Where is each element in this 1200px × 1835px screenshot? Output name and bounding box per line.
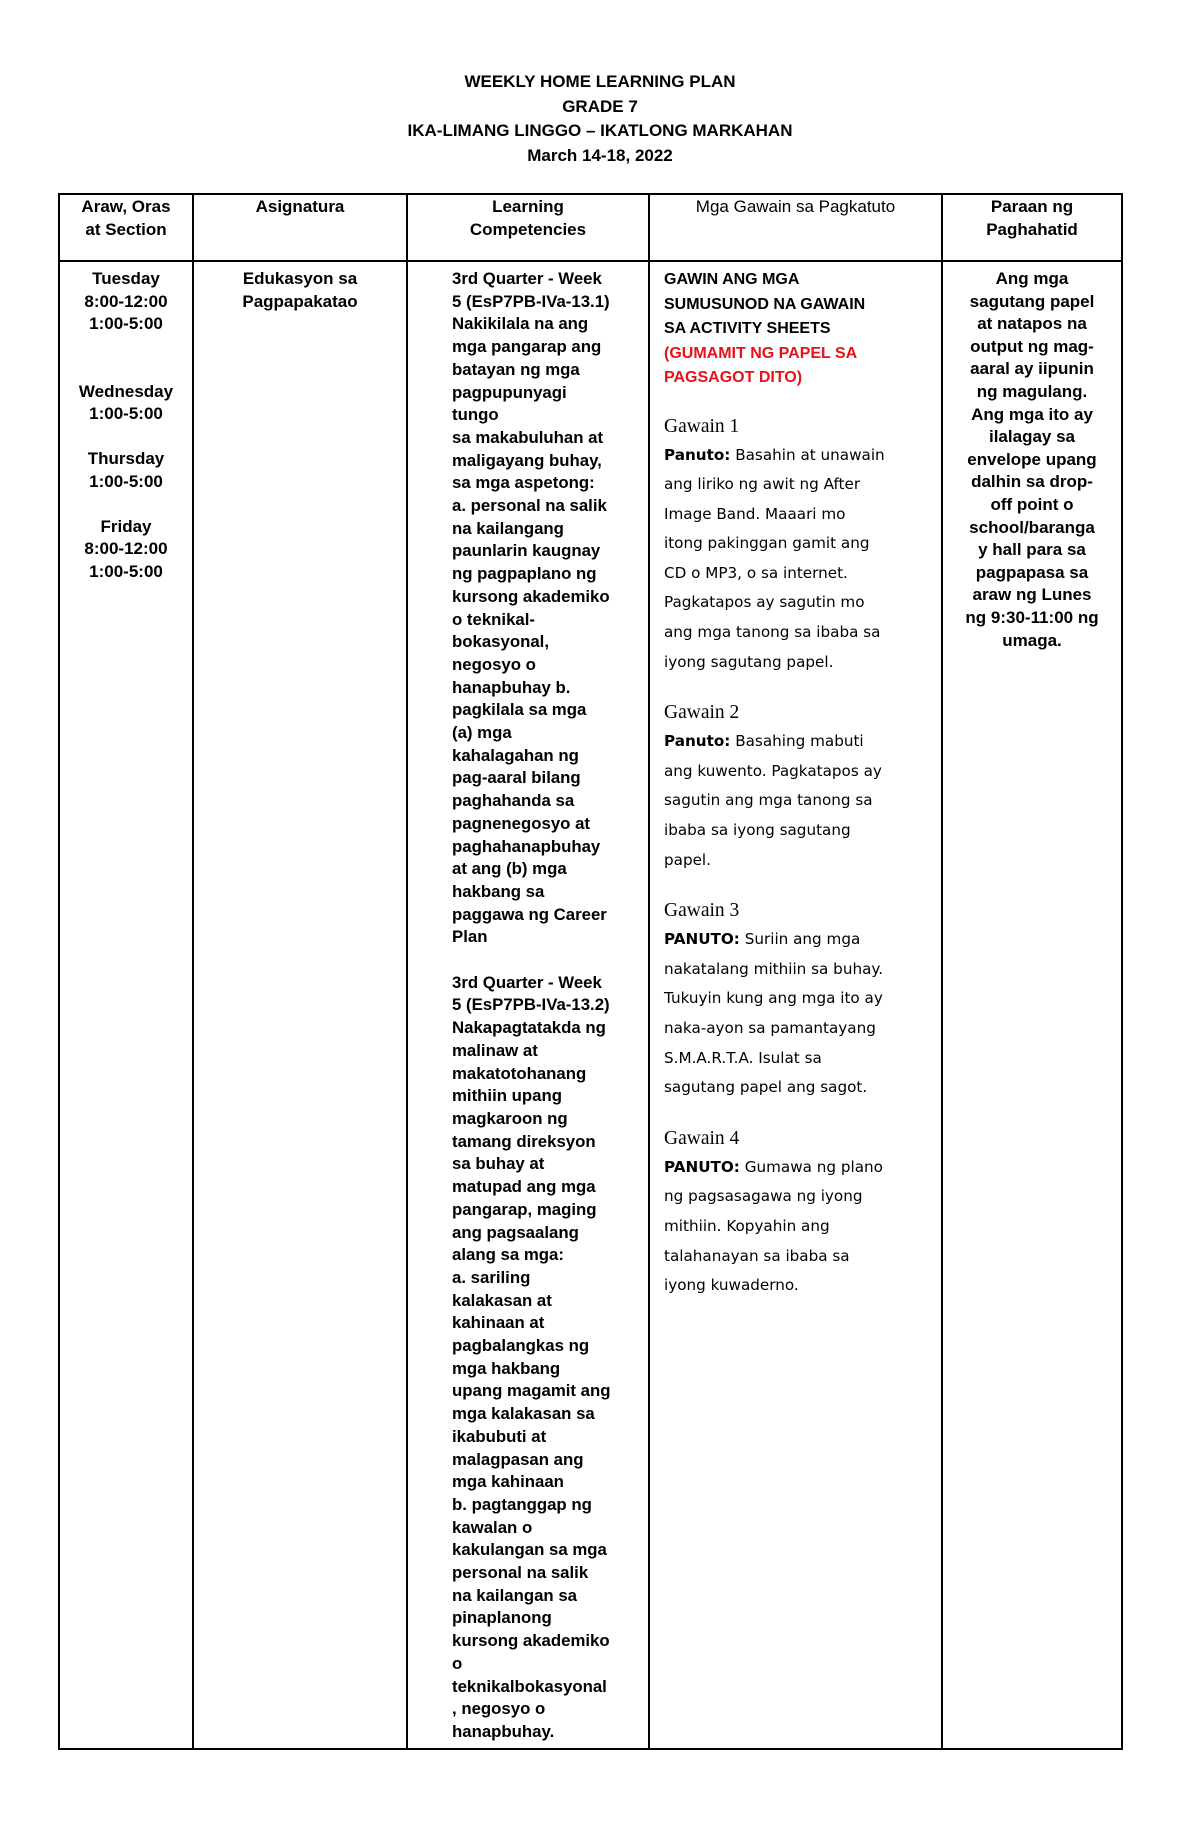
competency-line: o <box>452 1653 463 1673</box>
grade-label: GRADE 7 <box>562 96 638 116</box>
competency-line: 3rd Quarter - Week <box>452 269 602 288</box>
week-quarter-label: IKA-LIMANG LINGGO – IKATLONG MARKAHAN <box>407 121 793 140</box>
delivery-line: at natapos na <box>977 314 1087 334</box>
competency-line: magkaroon ng <box>452 1109 568 1128</box>
panuto-text: Basahin at unawain <box>730 445 885 464</box>
delivery-line: umaga. <box>1002 630 1062 650</box>
competency-line: matupad ang mga <box>452 1177 596 1197</box>
competency-line: ng pagpaplano ng <box>452 564 597 584</box>
competency-line: 3rd Quarter - Week <box>452 972 602 992</box>
competency-line: alang sa mga: <box>452 1245 564 1265</box>
gawain-line: papel. <box>664 850 711 869</box>
instruction-line: SA ACTIVITY SHEETS <box>664 320 831 337</box>
column-header-subject: Asignatura <box>193 194 407 261</box>
column-header-competencies: Learning Competencies <box>407 194 649 261</box>
competency-line: mga kalakasan sa <box>452 1404 595 1424</box>
competency-line: kursong akademiko <box>452 1631 610 1651</box>
learning-plan-table <box>58 193 1123 1750</box>
delivery-line: school/baranga <box>969 517 1095 537</box>
activity-note <box>664 342 935 391</box>
gawain-line <box>664 925 935 955</box>
competency-line: at ang (b) mga <box>452 859 567 879</box>
competency-line: pag-aaral bilang <box>452 768 581 788</box>
delivery-line: aaral ay iipunin <box>970 359 1094 379</box>
competency-line: Nakapagtatakda ng <box>452 1018 606 1038</box>
competency-line: upang magamit ang <box>452 1381 611 1401</box>
competency-line: kalakasan at <box>452 1290 552 1310</box>
competency-line: Plan <box>452 927 488 947</box>
delivery-line: araw ng Lunes <box>972 585 1092 605</box>
day-wednesday: Wednesday <box>78 381 174 401</box>
gawain-instructions <box>664 1153 935 1301</box>
gawain-line: ibaba sa iyong sagutang <box>664 821 851 840</box>
competency-line: kahinaan at <box>452 1313 545 1333</box>
competency-line: tungo <box>452 405 499 425</box>
competency-line: a. sariling <box>452 1267 531 1287</box>
document-title: WEEKLY HOME LEARNING PLAN <box>464 72 736 91</box>
subject-cell: Edukasyon sa Pagpapakatao <box>193 261 407 1749</box>
gawain-line: Tukuyin kung ang mga ito ay <box>664 989 883 1008</box>
delivery-line: Ang mga <box>995 269 1069 288</box>
competency-line: paggawa ng Career <box>452 904 607 924</box>
delivery-line: Ang mga ito ay <box>971 404 1093 424</box>
gawain-4 <box>664 1125 935 1301</box>
delivery-line: sagutang papel <box>969 291 1095 311</box>
competency-line: pinaplanong <box>452 1608 552 1628</box>
column-header-activities: Mga Gawain sa Pagkatuto <box>649 194 942 261</box>
time-slot: 1:00-5:00 <box>89 314 163 333</box>
gawain-line: sagutang papel ang sagot. <box>664 1078 868 1097</box>
competency-line: hanapbuhay b. <box>452 677 571 697</box>
gawain-line <box>664 441 935 471</box>
competency-block <box>452 268 644 949</box>
competency-line: hanapbuhay. <box>452 1721 555 1741</box>
day-tuesday: Tuesday <box>92 269 160 288</box>
competency-line: b. pagtanggap ng <box>452 1494 592 1514</box>
gawain-line <box>664 727 935 757</box>
panuto-label: PANUTO: <box>664 930 740 949</box>
competency-line: o teknikal- <box>452 609 535 629</box>
column-header-day-time: Araw, Oras at Section <box>59 194 193 261</box>
time-slot: 1:00-5:00 <box>89 561 163 581</box>
competency-line: kawalan o <box>452 1517 533 1537</box>
instruction-line: GAWIN ANG MGA <box>664 271 800 288</box>
competency-line: pagpupunyagi <box>452 382 567 402</box>
instruction-line: SUMUSUNOD NA GAWAIN <box>664 295 866 313</box>
competency-line: ikabubuti at <box>452 1426 547 1446</box>
competency-line: makatotohanang <box>452 1063 587 1083</box>
gawain-line: ang liriko ng awit ng After <box>664 475 861 494</box>
gawain-line: ang kuwento. Pagkatapos ay <box>664 761 882 780</box>
competency-line: Nakikilala na ang <box>452 314 589 334</box>
competency-line: kursong akademiko <box>452 586 610 606</box>
competency-line: pagnenegosyo at <box>452 813 591 833</box>
competency-line: na kailangang <box>452 518 564 538</box>
gawain-line <box>664 1153 935 1183</box>
time-slot: 1:00-5:00 <box>89 471 163 491</box>
competencies-cell <box>407 261 649 1749</box>
competency-line: a. personal na salik <box>452 496 607 516</box>
competency-line: pangarap, maging <box>452 1199 597 1219</box>
gawain-line: Image Band. Maaari mo <box>664 504 846 523</box>
competency-line: mga pangarap ang <box>452 337 602 357</box>
delivery-line: dalhin sa drop- <box>971 472 1093 492</box>
gawain-line: mithiin. Kopyahin ang <box>664 1216 830 1235</box>
gawain-line: iyong kuwaderno. <box>664 1276 799 1295</box>
time-slot: 8:00-12:00 <box>84 291 168 311</box>
note-line: (GUMAMIT NG PAPEL SA <box>664 344 858 362</box>
competency-line: sa makabuluhan at <box>452 427 604 447</box>
table-row <box>59 261 1122 1749</box>
panuto-label: Panuto: <box>664 732 731 751</box>
delivery-line: envelope upang <box>967 449 1097 469</box>
competency-line: paghahanda sa <box>452 791 575 811</box>
delivery-line: ng magulang. <box>976 381 1088 401</box>
gawain-line: iyong sagutang papel. <box>664 652 834 671</box>
competency-line: , negosyo o <box>452 1699 546 1719</box>
gawain-line: itong pakinggan gamit ang <box>664 534 870 553</box>
activities-cell <box>649 261 942 1749</box>
panuto-label: Panuto: <box>664 445 731 464</box>
panuto-text: Basahing mabuti <box>730 732 864 751</box>
delivery-line: ilalagay sa <box>988 427 1075 447</box>
delivery-line: output ng mag- <box>970 336 1094 356</box>
gawain-3 <box>664 897 935 1103</box>
gawain-line: ang mga tanong sa ibaba sa <box>664 623 881 642</box>
competency-line: malagpasan ang <box>452 1449 584 1469</box>
gawain-line: CD o MP3, o sa internet. <box>664 563 848 582</box>
gawain-1 <box>664 413 935 678</box>
competency-line: paghahanapbuhay <box>452 836 601 856</box>
competency-line: pagbalangkas ng <box>452 1336 590 1356</box>
schedule-cell <box>59 261 193 1749</box>
gawain-line: ng pagsasagawa ng iyong <box>664 1187 863 1206</box>
competency-line: 5 (EsP7PB-IVa-13.1) <box>452 291 610 311</box>
gawain-line: naka-ayon sa pamantayang <box>664 1019 876 1037</box>
delivery-line: y hall para sa <box>978 540 1086 560</box>
competency-line: teknikalbokasyonal <box>452 1676 607 1696</box>
competency-line: malinaw at <box>452 1040 538 1060</box>
competency-line: personal na salik <box>452 1563 589 1583</box>
gawain-instructions <box>664 925 935 1103</box>
activity-instructions <box>664 268 935 342</box>
competency-block <box>452 972 644 1744</box>
competency-line: pagkilala sa mga <box>452 700 587 720</box>
table-header-row <box>59 194 1122 261</box>
competency-line: tamang direksyon <box>452 1131 596 1151</box>
note-line: PAGSAGOT DITO) <box>664 369 803 386</box>
competency-line: sa buhay at <box>452 1154 545 1174</box>
competency-line: mga kahinaan <box>452 1472 564 1492</box>
competency-line: (a) mga <box>452 723 512 743</box>
gawain-title: Gawain 2 <box>664 702 740 724</box>
gawain-title: Gawain 3 <box>664 900 740 922</box>
gawain-line: Pagkatapos ay sagutin mo <box>664 593 865 612</box>
time-slot: 8:00-12:00 <box>84 539 168 558</box>
delivery-line: ng 9:30-11:00 ng <box>965 607 1099 627</box>
date-range: March 14-18, 2022 <box>527 145 673 165</box>
gawain-line: nakatalang mithiin sa buhay. <box>664 959 884 978</box>
delivery-line: off point o <box>990 494 1074 514</box>
day-thursday: Thursday <box>87 449 165 468</box>
competency-line: na kailangan sa <box>452 1585 577 1605</box>
delivery-line: pagpapasa sa <box>975 562 1089 582</box>
gawain-line: S.M.A.R.T.A. Isulat sa <box>664 1048 822 1067</box>
competency-line: kakulangan sa mga <box>452 1540 607 1560</box>
competency-line: kahalagahan ng <box>452 745 579 765</box>
day-friday: Friday <box>100 516 152 536</box>
panuto-text: Suriin ang mga <box>739 930 861 949</box>
gawain-2 <box>664 699 935 875</box>
time-slot: 1:00-5:00 <box>89 404 163 423</box>
gawain-line: talahanayan sa ibaba sa <box>664 1246 850 1265</box>
gawain-title: Gawain 1 <box>664 415 740 437</box>
competency-line: maligayang buhay, <box>452 450 602 470</box>
gawain-title: Gawain 4 <box>664 1127 740 1149</box>
panuto-text: Gumawa ng plano <box>739 1157 883 1176</box>
competency-line: batayan ng mga <box>452 359 580 379</box>
competency-line: hakbang sa <box>452 881 545 901</box>
document-header <box>0 70 1200 168</box>
competency-line: mithiin upang <box>452 1086 562 1106</box>
competency-line: mga hakbang <box>452 1358 561 1378</box>
competency-line: negosyo o <box>452 654 536 674</box>
competency-line: ang pagsaalang <box>452 1222 579 1242</box>
competency-line: bokasyonal, <box>452 632 549 652</box>
delivery-cell <box>942 261 1122 1749</box>
gawain-instructions <box>664 727 935 875</box>
gawain-instructions <box>664 441 935 678</box>
competency-line: 5 (EsP7PB-IVa-13.2) <box>452 995 610 1015</box>
competency-line: paunlarin kaugnay <box>452 541 601 561</box>
gawain-line: sagutin ang mga tanong sa <box>664 791 873 810</box>
column-header-delivery: Paraan ng Paghahatid <box>942 194 1122 261</box>
panuto-label: PANUTO: <box>664 1157 740 1176</box>
competency-line: sa mga aspetong: <box>452 473 595 493</box>
